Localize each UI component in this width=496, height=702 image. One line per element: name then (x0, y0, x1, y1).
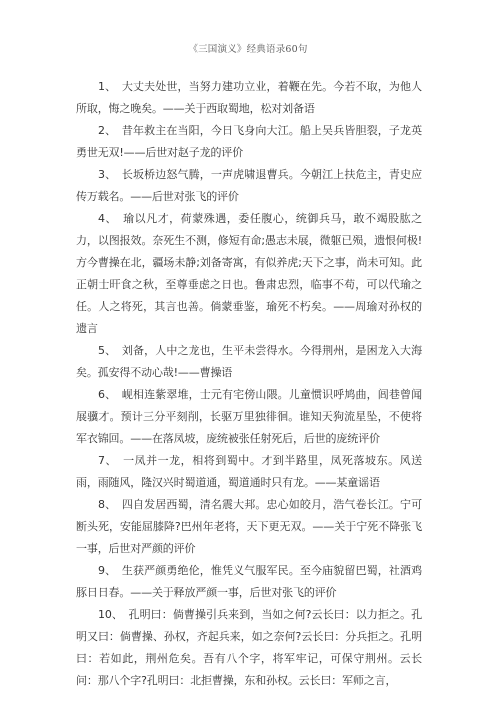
document-body (76, 76, 422, 692)
quote-paragraph-8: 8、 四自发居西蜀，清名震大邦。忠心如皎月，浩气卷长江。宁可断头死，安能屈膝降?巴州年老将，天下更无双。——关于宁死不降张飞一事，后世对严颜的评价 (76, 498, 422, 555)
document-title: 《三国演义》经典语录60句 (188, 44, 308, 55)
quote-paragraph-3: 3、 长坂桥边怒气腾，一声虎啸退曹兵。今朝江上扶危主，青史应传万载名。——后世对张飞的评价 (76, 168, 422, 203)
quote-paragraph-5: 5、 刘备，人中之龙也，生平未尝得水。今得荆州，是困龙入大海矣。孤安得不动心哉!——曹操语 (76, 344, 422, 379)
quote-paragraph-7: 7、 一凤并一龙，相将到蜀中。才到半路里，凤死落坡东。风送雨，雨随风，隆汉兴时蜀道通，蜀道通时只有龙。——某童谣语 (76, 454, 422, 489)
quote-paragraph-9: 9、 生获严颜勇绝伦，惟凭义气服军民。至今庙貌留巴蜀，社酒鸡豚日日春。——关于释放严颜一事，后世对张飞的评价 (76, 564, 422, 599)
quote-paragraph-1: 1、 大丈夫处世，当努力建功立业，着鞭在先。今若不取，为他人所取，悔之晚矣。——关于西取蜀地，松对刘备语 (76, 80, 422, 115)
quote-paragraph-6: 6、 岘相连紫翠堆，士元有宅傍山隈。儿童惯识呼鸠曲，闾巷曾闻展骥才。预计三分平刻削，长驱万里独徘徊。谁知天狗流星坠，不使将军衣锦回。——在落凤坡，庞统被张任射死后，后世的庞统评价 (76, 388, 422, 445)
quote-paragraph-2: 2、 昔年救主在当阳，今日飞身向大江。船上吴兵皆胆裂，子龙英勇世无双!——后世对赵子龙的评价 (76, 124, 422, 159)
quote-paragraph-4: 4、 瑜以凡才，荷蒙殊遇，委任腹心，统御兵马，敢不竭股肱之力，以图报效。奈死生不测，修短有命;愚志未展，微躯已殒，遗恨何极!方今曹操在北，疆场未静;刘备寄寓，有似养虎;天下之事，尚未可知。此正朝士旰食之秋，至尊垂虑之日也。鲁肃忠烈，临事不苟，可以代瑜之任。人之将死，其言也善。倘蒙垂鉴，瑜死不朽矣。——周瑜对孙权的遗言 (76, 212, 422, 335)
quote-paragraph-10: 10、 孔明曰：倘曹操引兵来到，当如之何?云长曰：以力拒之。孔明又曰：倘曹操、孙权，齐起兵来，如之奈何?云长曰：分兵拒之。孔明曰：若如此，荆州危矣。吾有八个字，将军牢记，可保守荆州。云长问：那八个字?孔明曰：北拒曹操，东和孙权。云长曰：军师之言， (76, 608, 422, 687)
